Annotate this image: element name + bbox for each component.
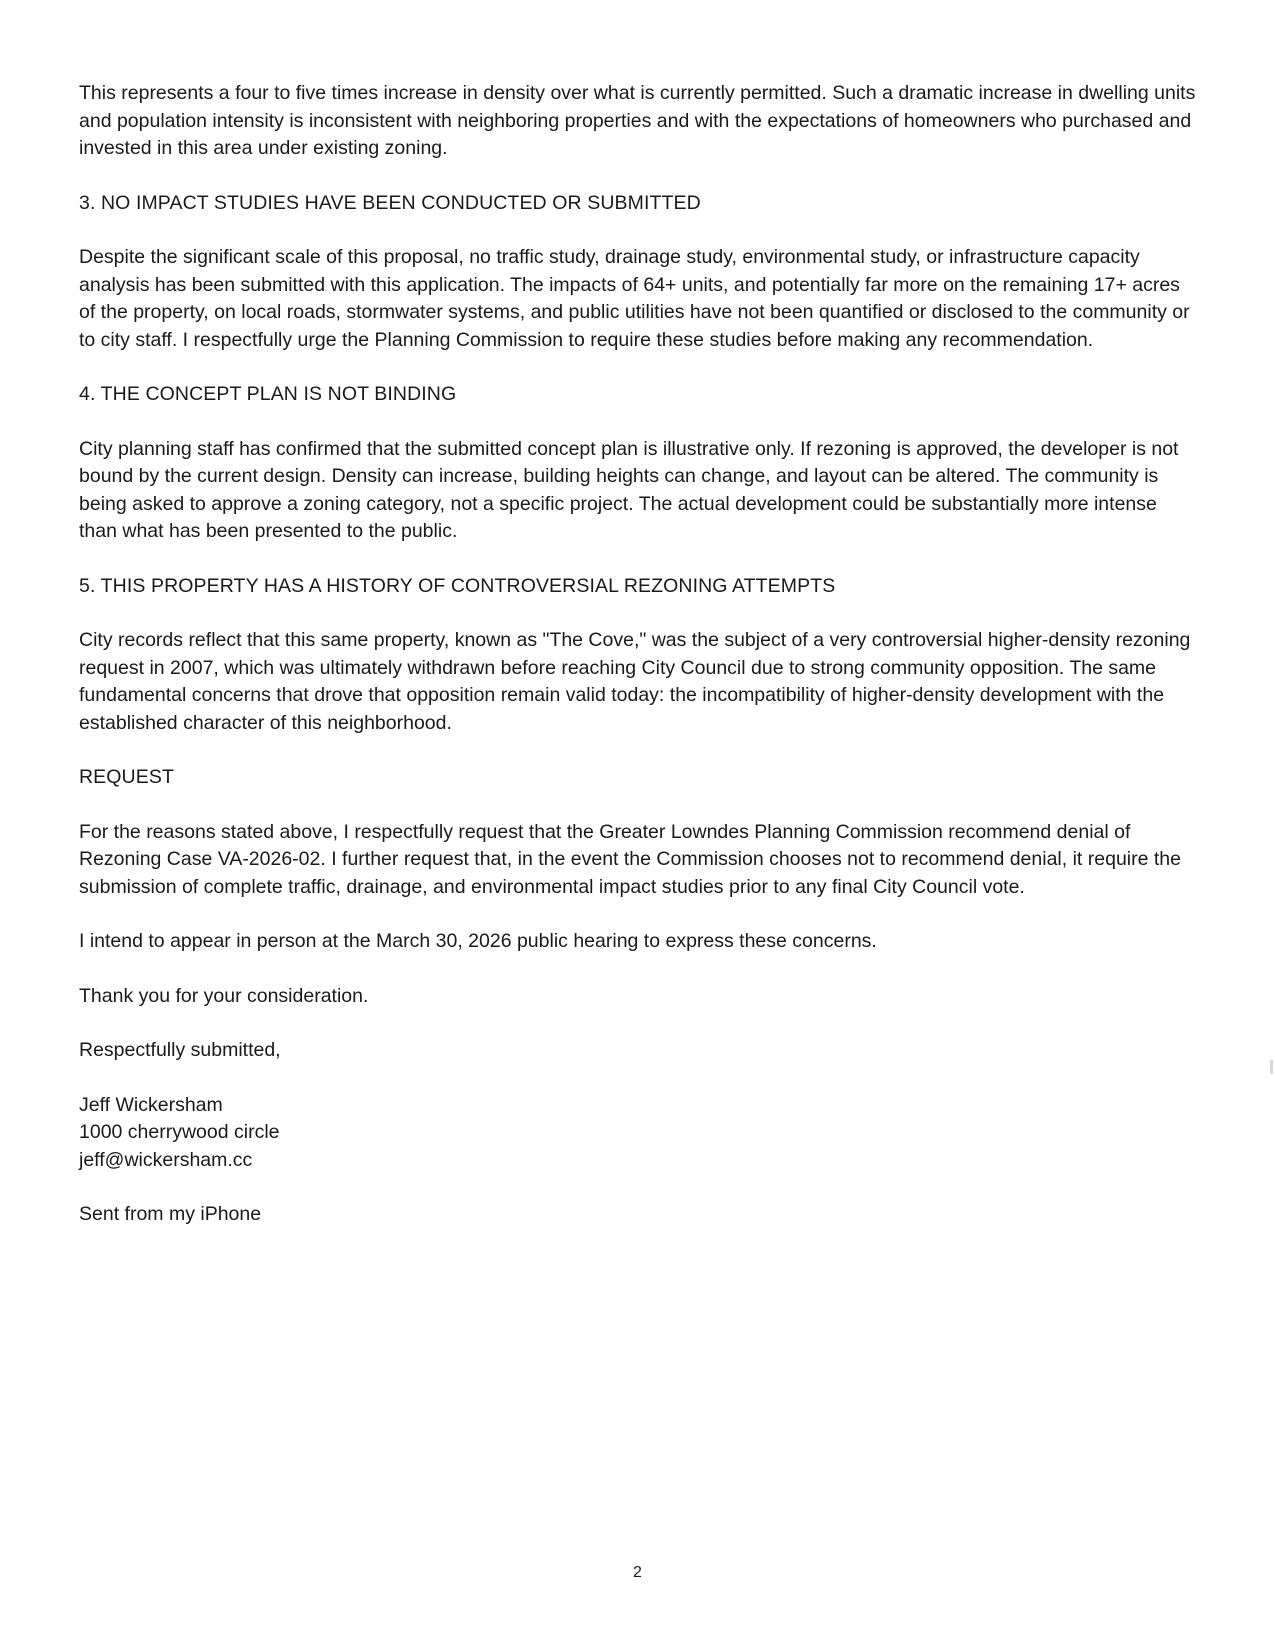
request-heading: REQUEST — [79, 766, 174, 788]
signature-address: 1000 cherrywood circle — [79, 1121, 280, 1143]
section-5-paragraph: City records reflect that this same property, known as "The Cove," was the subject of a very controversial higher-density rezoning request in 2007, which was ultimately withdrawn before reaching City Council due to strong community opposition. The same fundamental concerns that drove that opposition remain valid today: the incompatibility of higher-density development with the established character of this neighborhood. — [79, 629, 1191, 734]
request-paragraph: For the reasons stated above, I respectfully request that the Greater Lowndes Planning Commission recommend denial of Rezoning Case VA-2026-02. I further request that, in the event the Commission chooses not to recommend denial, it require the submission of complete traffic, drainage, and environmental impact studies prior to any final City Council vote. — [79, 820, 1181, 898]
thanks-paragraph: Thank you for your consideration. — [79, 984, 369, 1007]
signature-block — [79, 1092, 1199, 1175]
closing-line: Respectfully submitted, — [79, 1039, 281, 1061]
section-3-paragraph: Despite the significant scale of this proposal, no traffic study, drainage study, environmental study, or infrastructure capacity analysis has been submitted with this application. The impacts of 64+ units, and potentially far more on the remaining 17+ acres of the property, on local roads, stormwater systems, and public utilities have not been quantified or disclosed to the community or to city staff. I respectfully urge the Planning Commission to require these studies before making any recommendation. — [79, 246, 1190, 351]
page-number: 2 — [633, 1564, 642, 1581]
section-5-heading: 5. THIS PROPERTY HAS A HISTORY OF CONTROVERSIAL REZONING ATTEMPTS — [79, 574, 836, 597]
intro-paragraph: This represents a four to five times increase in density over what is currently permitted. Such a dramatic increase in dwelling units and population intensity is inconsistent with neighboring properties and with the expectations of homeowners who purchased and invested in this area under existing zoning. — [79, 82, 1196, 159]
appearance-paragraph: I intend to appear in person at the March 30, 2026 public hearing to express these concerns. — [79, 930, 877, 952]
signature-email: jeff@wickersham.cc — [79, 1148, 253, 1171]
scan-artifact — [1270, 1060, 1273, 1074]
letter-body — [79, 80, 1199, 1256]
sent-from-note: Sent from my iPhone — [79, 1203, 262, 1225]
section-3-heading: 3. NO IMPACT STUDIES HAVE BEEN CONDUCTED OR SUBMITTED — [79, 191, 701, 214]
section-4-paragraph: City planning staff has confirmed that the submitted concept plan is illustrative only. If rezoning is approved, the developer is not bound by the current design. Density can increase, building heights can change, and layout can be altered. The community is being asked to approve a zoning category, not a specific project. The actual development could be substantially more intense than what has been presented to the public. — [79, 437, 1179, 542]
signature-name: Jeff Wickersham — [79, 1093, 223, 1116]
section-4-heading: 4. THE CONCEPT PLAN IS NOT BINDING — [79, 383, 457, 405]
